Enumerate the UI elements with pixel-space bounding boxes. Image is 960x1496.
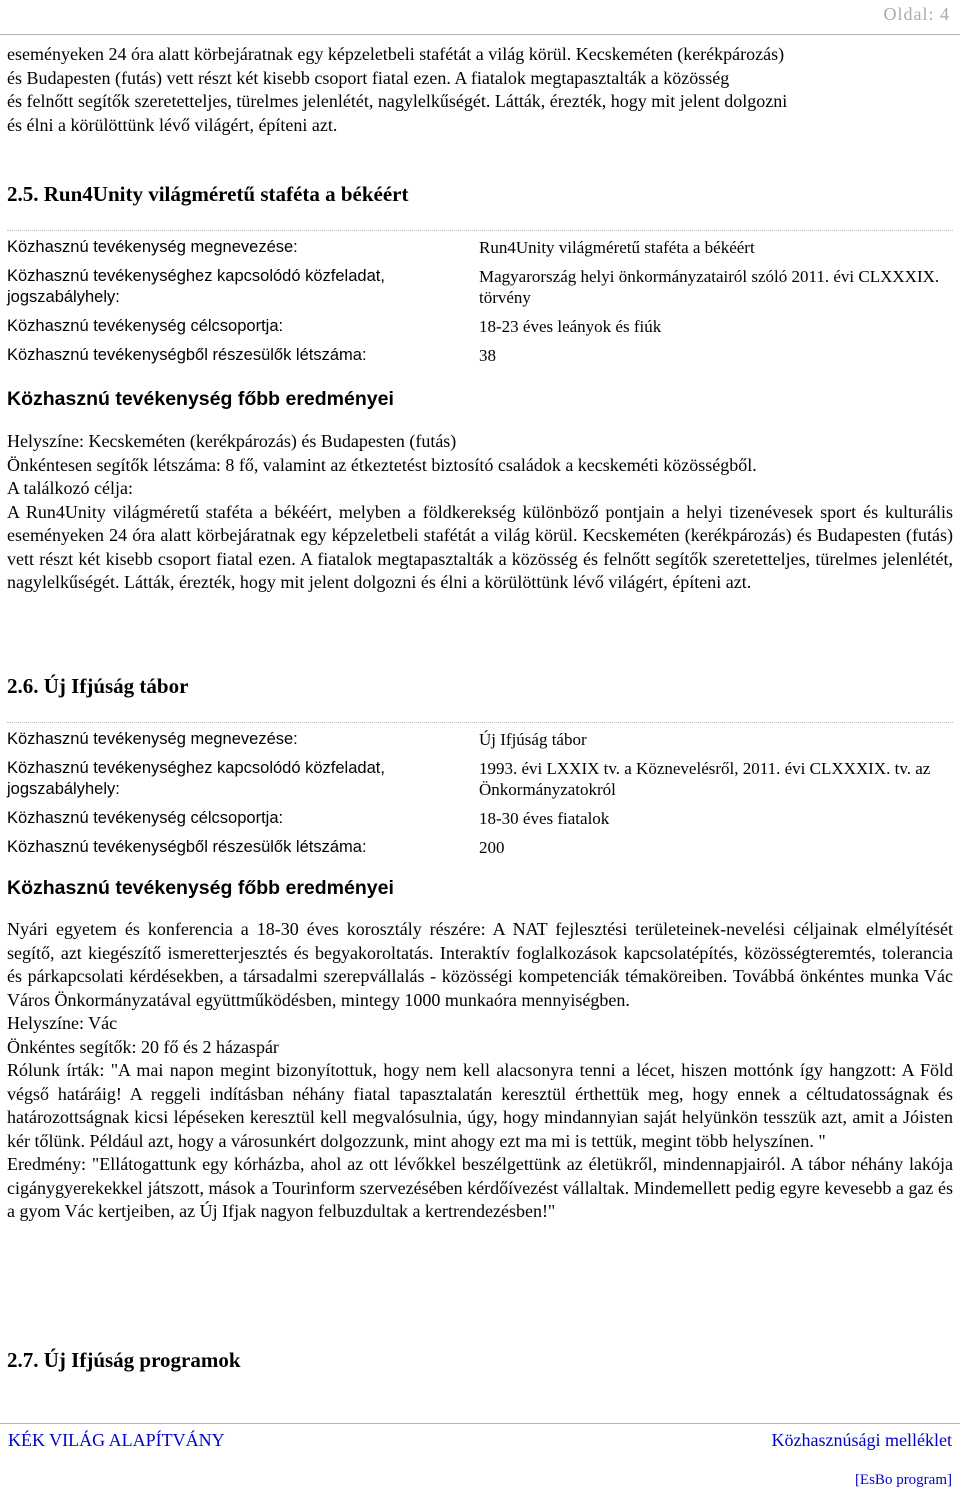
footer-organization: KÉK VILÁG ALAPÍTVÁNY	[8, 1430, 225, 1450]
header-divider	[0, 34, 960, 35]
lead-line: és élni a körülöttünk lévő világért, építeni azt.	[7, 114, 338, 135]
field-key: Közhasznú tevékenységből részesülők létszáma:	[7, 838, 367, 856]
footer-document-type: Közhasznúsági melléklet	[771, 1430, 952, 1450]
quote-paragraph: Rólunk írták: "A mai napon megint bizonyítottuk, hogy nem kell alacsonyra tenni a lécet, hiszen mottónk így hangzott: A Föld végső határáig! A reggeli indításban néhány fiatal tapasztalatán keresztül érthettük meg, hogy ennek a céltudatosságnak és határozottságnak kicsi lépéseken keresztül kell megvalósulnia, úgy, hogy mindannyian saját helyünkön tesszük azt, amit a Jóisten kér tőlünk. Például azt, hogy a városunkért dolgozzunk, mint ahogy ezt ma mi is tettük, megint több helyszínen. "	[7, 1060, 953, 1151]
field-value: 38	[479, 346, 496, 365]
section-2-6-results	[7, 877, 953, 900]
field-value: Magyarország helyi önkormányzatairól szóló 2011. évi CLXXXIX. törvény	[479, 267, 940, 307]
field-row	[7, 237, 953, 258]
results-line: Helyszíne: Kecskeméten (kerékpározás) és Budapesten (futás)	[7, 431, 457, 451]
field-row	[7, 729, 953, 750]
footer-program-label: [EsBo program]	[854, 1472, 952, 1488]
section-title: 2.7. Új Ifjúság programok	[7, 1348, 241, 1372]
field-value: 18-23 éves leányok és fiúk	[479, 317, 662, 336]
field-row	[7, 316, 953, 337]
field-key: Közhasznú tevékenység célcsoportja:	[7, 317, 284, 335]
field-key: Közhasznú tevékenységhez kapcsolódó közfeladat, jogszabályhely:	[7, 267, 385, 306]
results-paragraph: A Run4Unity világméretű staféta a békéért, melyben a földkerekség különböző pontjain a helyi tizenévesek sport és kulturális eseményeken 24 óra alatt körbejáratnak egy képzeletbeli stafétát a világ körül. Kecskeméten (kerékpározás) és Budapesten (futás) vett részt két kisebb csoport fiatal ezen. A fiatalok megtapasztalták a közösség és felnőtt segítők szeretetteljes, türelmes jelenlétét, nagylelkűségét. Látták, érezték, hogy mit jelent dolgozni és élni a körülöttünk lévő világért, építeni azt.	[7, 501, 953, 592]
field-value: 1993. évi LXXIX tv. a Köznevelésről, 2011. évi CLXXXIX. tv. az Önkormányzatokról	[479, 759, 931, 799]
location-line: Helyszíne: Vác	[7, 1013, 118, 1033]
section-2-5-results-body	[7, 430, 953, 595]
page-number-value: 4	[940, 4, 950, 24]
lead-line: és Budapesten (futás) vett részt két kisebb csoport fiatal ezen. A fiatalok megtapasztalták a közösség	[7, 67, 730, 88]
section-2-5-results	[7, 388, 953, 411]
section-2-5	[7, 182, 953, 207]
results-title: Közhasznú tevékenység főbb eredményei	[7, 877, 394, 899]
lead-line: eseményeken 24 óra alatt körbejáratnak egy képzeletbeli stafétát a világ körül. Kecskeméten (kerékpározás)	[7, 44, 785, 64]
field-row	[7, 266, 953, 308]
results-line: Önkéntesen segítők létszáma: 8 fő, valamint az étkeztetést biztosító családok a kecskeméti közösségből.	[7, 454, 757, 475]
field-key: Közhasznú tevékenység megnevezése:	[7, 730, 298, 748]
field-row	[7, 345, 953, 366]
section-title: 2.5. Run4Unity világméretű staféta a békéért	[7, 182, 409, 206]
results-paragraph: Nyári egyetem és konferencia a 18-30 éves korosztály részére: A NAT fejlesztési területeinek-nevelési céljainak elmélyítését segítő, azt kiegészítő ismeretterjesztés és begyakoroltatás. Interaktív foglalkozások kapcsolatépítés, közösségteremtés, tolerancia és párkapcsolati kérdésekben, a társadalmi szerepvállalás - közösségi kompetenciák témaköreiben. Továbbá önkéntes munka Vác Város Önkormányzatával együttműködésben, mintegy 1000 munkaóra mennyiségben.	[7, 919, 953, 1010]
volunteers-line: Önkéntes segítők: 20 fő és 2 házaspár	[7, 1036, 279, 1057]
section-2-6-results-body	[7, 918, 953, 1224]
field-value: Új Ifjúság tábor	[479, 730, 587, 749]
footer-divider	[0, 1423, 960, 1424]
field-value: 18-30 éves fiatalok	[479, 809, 610, 828]
field-key: Közhasznú tevékenységhez kapcsolódó közfeladat, jogszabályhely:	[7, 759, 385, 798]
field-key: Közhasznú tevékenység célcsoportja:	[7, 809, 284, 827]
result-paragraph: Eredmény: "Ellátogattunk egy kórházba, ahol az ott lévőkkel beszélgettünk az életükről, mindennapjairól. A tábor néhány lakója cigánygyerekekkel játszott, mások a Tourinform szervezésében kérdőívezést vállaltak. Mindemellett pedig egyre kevesebb a gaz és a gyom Vác kertjeiben, az Új Ifjak nagyon felbuzdultak a kertrendezésben!"	[7, 1154, 953, 1221]
field-key: Közhasznú tevékenység megnevezése:	[7, 238, 298, 256]
field-row	[7, 758, 953, 800]
field-row	[7, 808, 953, 829]
results-title: Közhasznú tevékenység főbb eredményei	[7, 388, 394, 410]
section-2-5-fields	[7, 230, 953, 374]
field-row	[7, 837, 953, 858]
lead-paragraph	[7, 43, 953, 137]
results-line: A találkozó célja:	[7, 478, 133, 498]
section-2-6	[7, 674, 953, 699]
section-title: 2.6. Új Ifjúság tábor	[7, 674, 189, 698]
lead-line: és felnőtt segítők szeretetteljes, türelmes jelenlétét, nagylelkűségét. Látták, érezték, hogy mit jelent dolgozni	[7, 91, 788, 111]
field-value: 200	[479, 838, 505, 857]
page-number	[884, 4, 951, 25]
page-label: Oldal:	[883, 4, 935, 24]
section-2-6-fields	[7, 722, 953, 866]
field-value: Run4Unity világméretű staféta a békéért	[479, 238, 755, 257]
field-key: Közhasznú tevékenységből részesülők létszáma:	[7, 346, 367, 364]
section-2-7	[7, 1348, 953, 1373]
